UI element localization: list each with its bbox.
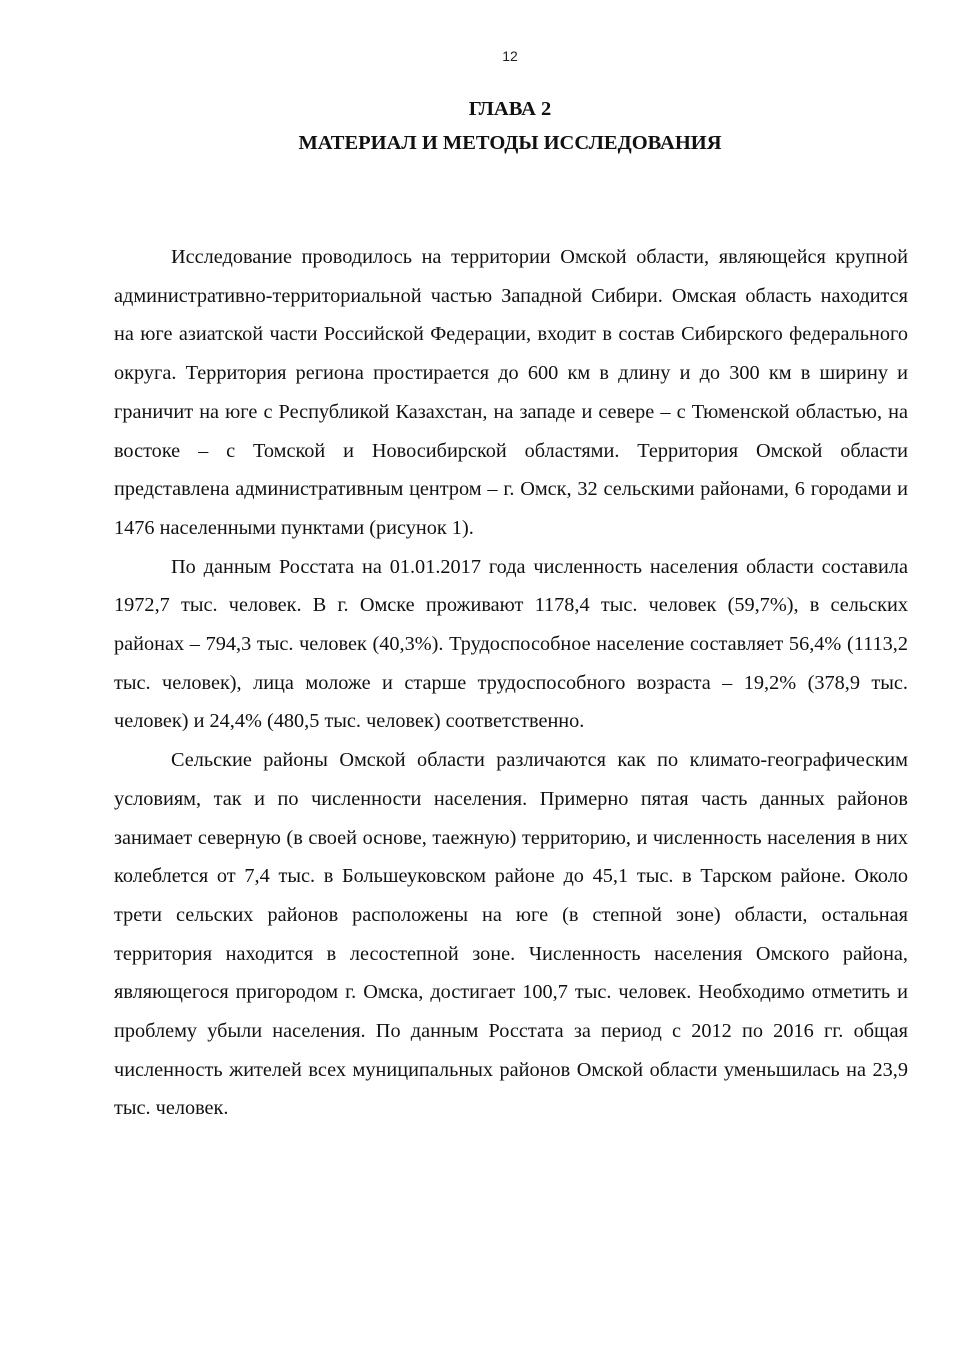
chapter-title: МАТЕРИАЛ И МЕТОДЫ ИССЛЕДОВАНИЯ — [298, 132, 722, 154]
paragraph-rural-districts: Сельские районы Омской области различаются как по климато-географическим условиям, так и по численности населения. Примерно пятая часть данных районов занимает северную (в своей основе, таежную) территорию, и численность населения в них колеблется от 7,4 тыс. в Большеуковском районе до 45,1 тыс. в Тарском районе. Около трети сельских районов расположены на юге (в степной зоне) области, остальная территория находится в лесостепной зоне. Численность населения Омского района, являющегося пригородом г. Омска, достигает 100,7 тыс. человек. Необходимо отметить и проблему убыли населения. По данным Росстата за период с 2012 по 2016 гг. общая численность жителей всех муниципальных районов Омской области уменьшилась на 23,9 тыс. человек. — [114, 749, 908, 1120]
body-text — [114, 238, 908, 1128]
page-number: 12 — [502, 48, 518, 64]
chapter-label: ГЛАВА 2 — [468, 98, 552, 120]
paragraph-study-area: Исследование проводилось на территории Омской области, являющейся крупной административно-территориальной частью Западной Сибири. Омская область находится на юге азиатской части Российской Федерации, входит в состав Сибирского федерального округа. Территория региона простирается до 600 км в длину и до 300 км в ширину и граничит на юге с Республикой Казахстан, на западе и севере – с Тюменской областью, на востоке – с Томской и Новосибирской областями. Территория Омской области представлена административным центром – г. Омск, 32 сельскими районами, 6 городами и 1476 населенными пунктами (рисунок 1). — [114, 246, 908, 539]
chapter-heading — [0, 92, 954, 160]
paragraph-population: По данным Росстата на 01.01.2017 года численность населения области составила 1972,7 тыс. человек. В г. Омске проживают 1178,4 тыс. человек (59,7%), в сельских районах – 794,3 тыс. человек (40,3%). Трудоспособное население составляет 56,4% (1113,2 тыс. человек), лица моложе и старше трудоспособного возраста – 19,2% (378,9 тыс. человек) и 24,4% (480,5 тыс. человек) соответственно. — [114, 555, 908, 733]
